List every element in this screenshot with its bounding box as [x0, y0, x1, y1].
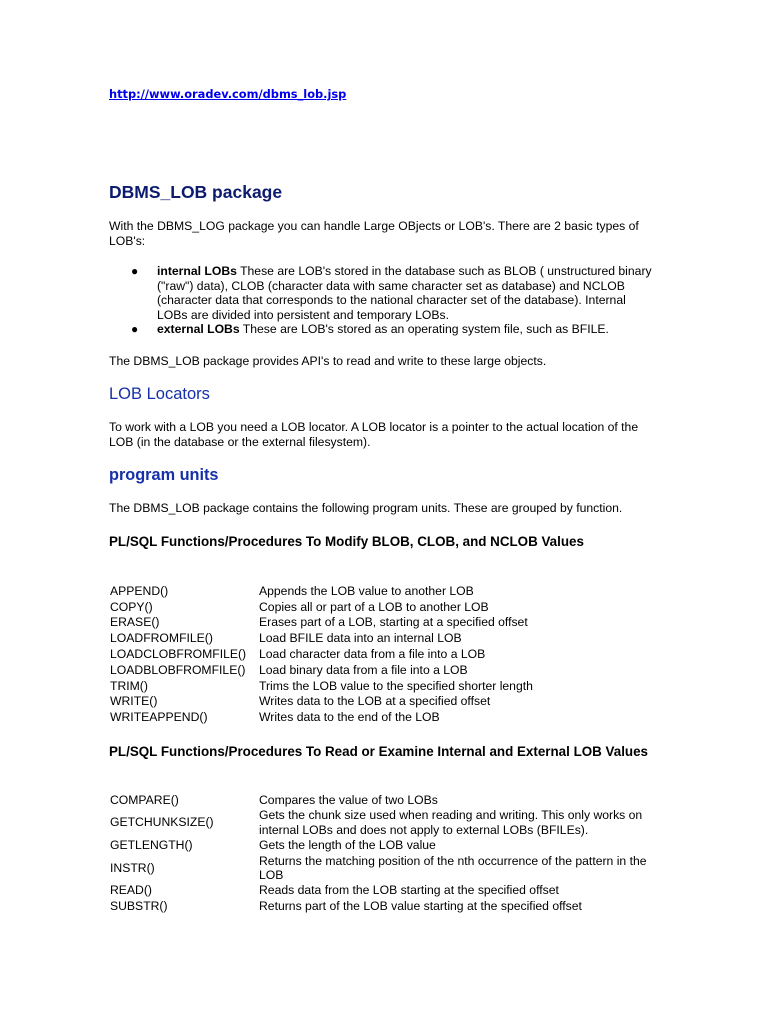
- function-description: Load BFILE data into an internal LOB: [259, 631, 462, 646]
- function-description: Gets the chunk size used when reading and writing. This only works on internal LOBs and does not apply to external LOBs (BFILEs).: [259, 808, 643, 837]
- table-row: [109, 694, 654, 710]
- lob-type-description: These are LOB's stored as an operating system file, such as BFILE.: [239, 322, 609, 337]
- function-name: ERASE(): [110, 615, 160, 630]
- function-description: Returns the matching position of the nth occurrence of the pattern in the LOB: [259, 853, 647, 882]
- function-description: Gets the length of the LOB value: [259, 838, 436, 853]
- function-name: GETLENGTH(): [110, 838, 193, 853]
- function-description: Returns part of the LOB value starting at the specified offset: [259, 899, 582, 914]
- function-description: Reads data from the LOB starting at the specified offset: [259, 883, 559, 898]
- function-name: WRITE(): [110, 694, 158, 709]
- intro-paragraph: With the DBMS_LOG package you can handle Large OBjects or LOB's. There are 2 basic types of LOB's:: [109, 219, 639, 248]
- lob-type-term: internal LOBs: [157, 264, 237, 278]
- function-description: Compares the value of two LOBs: [259, 792, 438, 807]
- modify-functions-heading: PL/SQL Functions/Procedures To Modify BLOB, CLOB, and NCLOB Values: [109, 534, 584, 549]
- function-name: WRITEAPPEND(): [110, 710, 208, 725]
- list-item: [109, 264, 657, 322]
- read-functions-heading: PL/SQL Functions/Procedures To Read or Examine Internal and External LOB Values: [109, 744, 648, 759]
- table-row: [109, 883, 654, 899]
- bullet-icon: ●: [131, 322, 139, 337]
- bullet-icon: ●: [131, 264, 139, 278]
- source-url-link[interactable]: http://www.oradev.com/dbms_lob.jsp: [109, 87, 347, 101]
- function-description: Load binary data from a file into a LOB: [259, 662, 468, 677]
- table-row: [109, 662, 654, 678]
- program-units-heading: program units: [109, 466, 219, 484]
- api-paragraph: The DBMS_LOB package provides API's to read and write to these large objects.: [109, 354, 547, 368]
- table-row: [109, 599, 654, 615]
- function-description: Writes data to the end of the LOB: [259, 710, 440, 725]
- table-row: [109, 615, 654, 631]
- function-name: COPY(): [110, 599, 153, 614]
- function-name: APPEND(): [110, 583, 169, 598]
- function-name: LOADBLOBFROMFILE(): [110, 662, 246, 677]
- table-row: [109, 837, 654, 853]
- function-description: Copies all or part of a LOB to another LOB: [259, 599, 489, 614]
- table-row: [109, 853, 654, 883]
- function-name: INSTR(): [110, 860, 155, 875]
- program-units-paragraph: The DBMS_LOB package contains the following program units. These are grouped by function.: [109, 501, 623, 515]
- read-functions-table: [109, 792, 654, 914]
- list-item: [109, 322, 657, 337]
- function-name: LOADFROMFILE(): [110, 631, 213, 646]
- table-row: [109, 678, 654, 694]
- function-description: Writes data to the LOB at a specified offset: [259, 694, 491, 709]
- lob-locators-paragraph: To work with a LOB you need a LOB locator. A LOB locator is a pointer to the actual location of the LOB (in the database or the external filesystem).: [109, 420, 639, 449]
- table-row: [109, 709, 654, 725]
- function-name: SUBSTR(): [110, 899, 168, 914]
- modify-functions-table: [109, 583, 654, 725]
- page-title: DBMS_LOB package: [109, 182, 283, 202]
- function-name: GETCHUNKSIZE(): [110, 815, 214, 830]
- function-description: Load character data from a file into a LOB: [259, 646, 486, 661]
- function-name: READ(): [110, 883, 152, 898]
- function-description: Trims the LOB value to the specified shorter length: [259, 678, 533, 693]
- table-row: [109, 630, 654, 646]
- lob-type-description: These are LOB's stored in the database such as BLOB ( unstructured binary ("raw") data), CLOB (character data with same character set as database) and NCLOB (character data that corresponds to the national character set of the database). Internal LOBs are divided into persistent and temporary LOBs.: [157, 264, 652, 322]
- function-name: LOADCLOBFROMFILE(): [110, 646, 247, 661]
- lob-type-term: external LOBs: [157, 322, 240, 337]
- table-row: [109, 646, 654, 662]
- function-name: COMPARE(): [110, 792, 179, 807]
- table-row: [109, 583, 654, 599]
- function-description: Appends the LOB value to another LOB: [259, 583, 474, 598]
- table-row: [109, 808, 654, 838]
- function-name: TRIM(): [110, 678, 148, 693]
- lob-types-list: [109, 264, 657, 337]
- table-row: [109, 898, 654, 914]
- lob-locators-heading: LOB Locators: [109, 385, 210, 403]
- function-description: Erases part of a LOB, starting at a specified offset: [259, 615, 528, 630]
- table-row: [109, 792, 654, 808]
